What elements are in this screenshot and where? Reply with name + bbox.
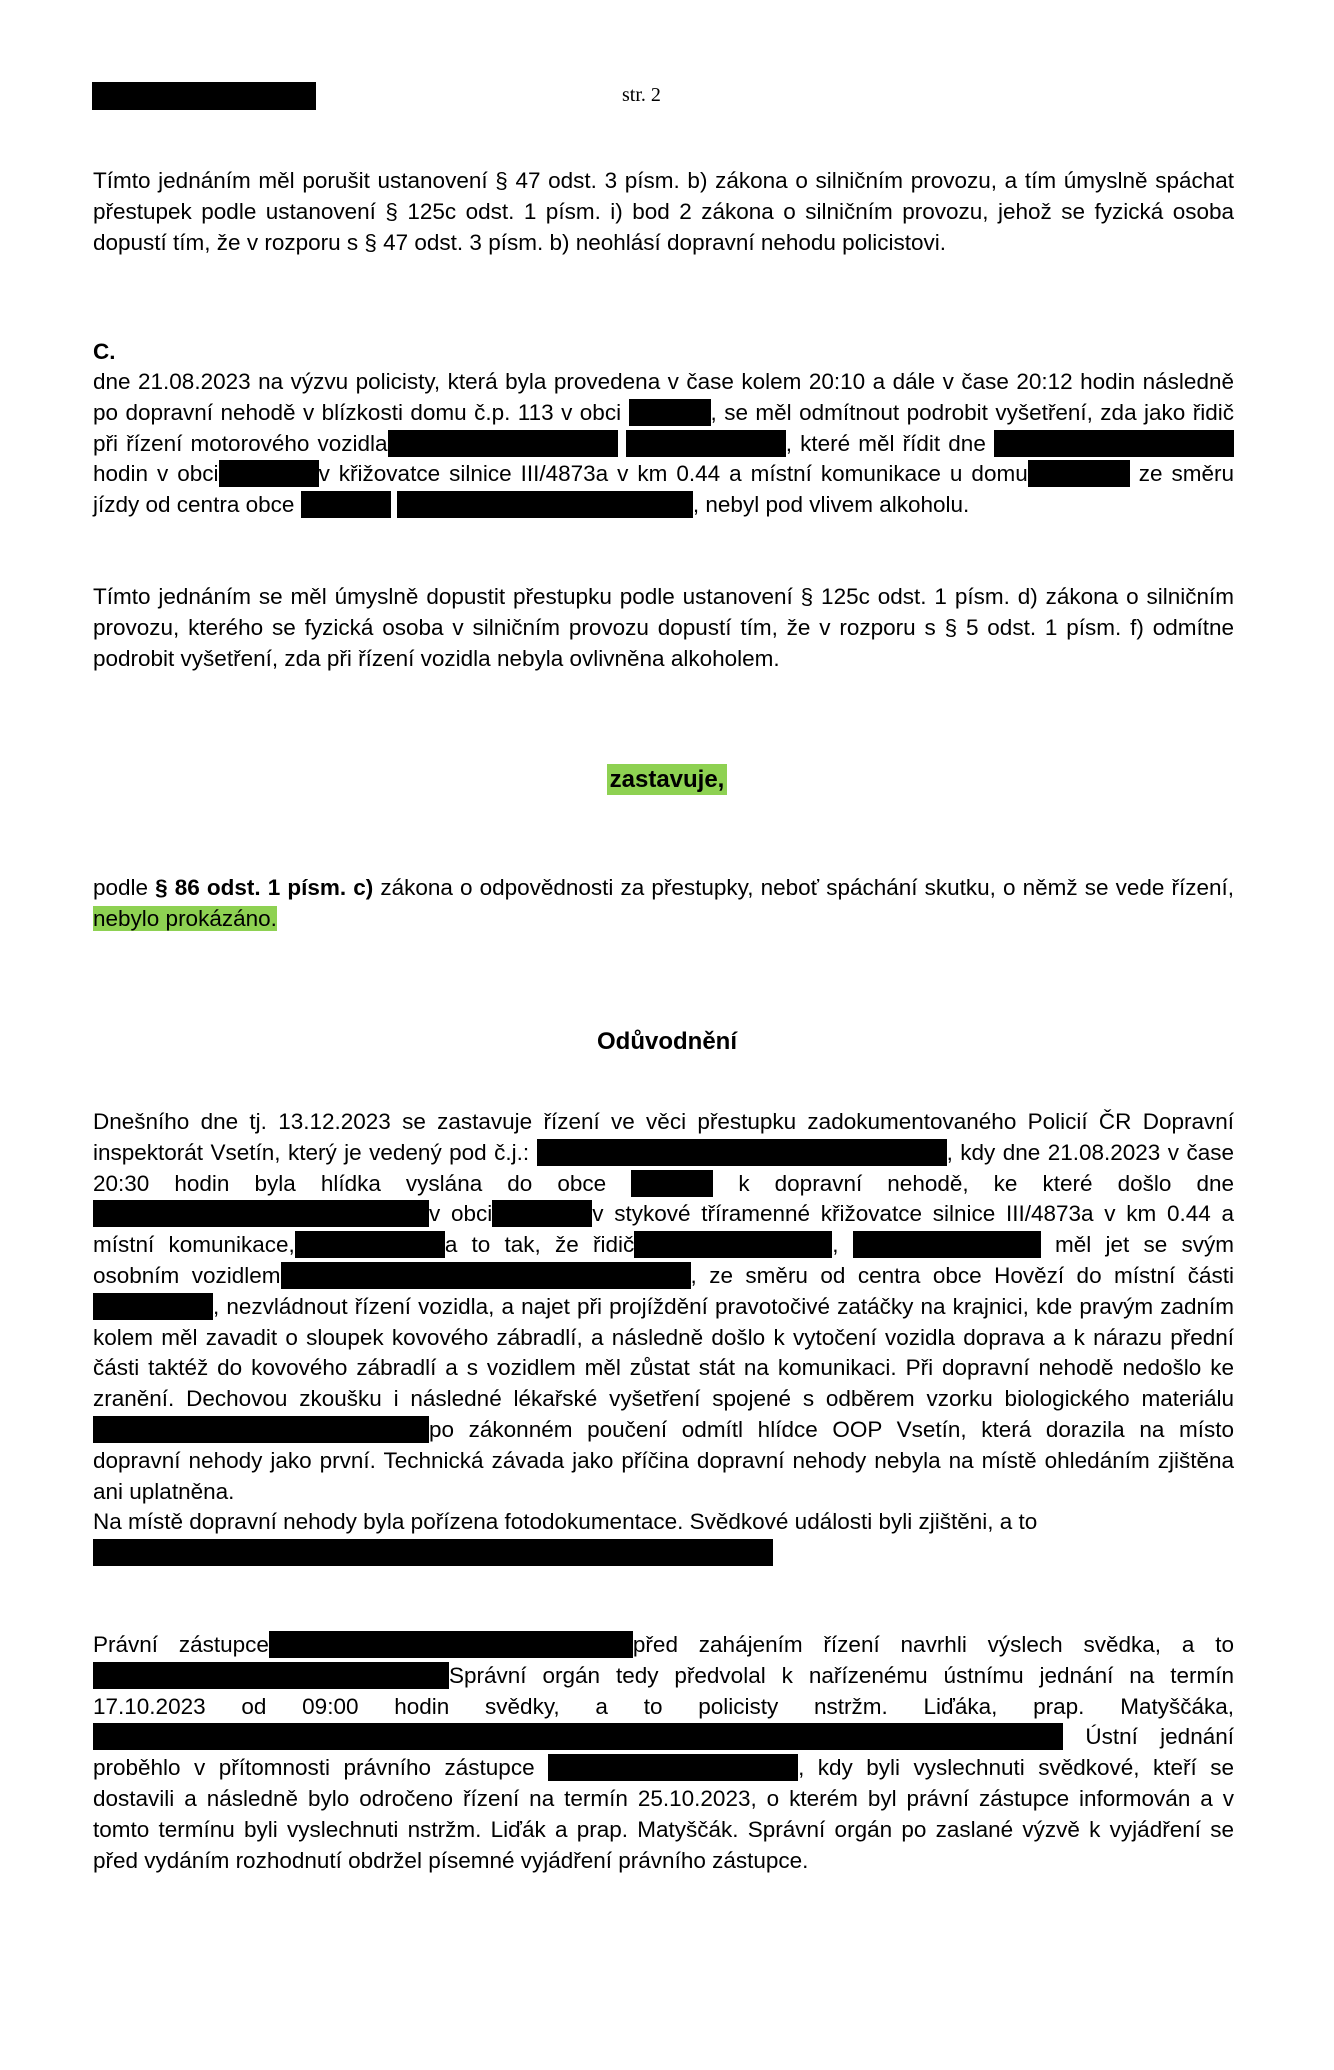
text-segment: ze směru jízdy od centra obce (93, 461, 1234, 518)
text-segment: Dnešního dne tj. 13.12.2023 se zastavuje řízení ve věci přestupku zadokumentovaného Policií ČR Dopravní inspektorát Vsetín, který je vedený pod č.j.: (93, 1109, 1234, 1165)
redaction (994, 430, 1234, 457)
text-segment: měl jet se svým osobním vozidlem (93, 1232, 1234, 1288)
decision-verb-text: zastavuje, (607, 764, 728, 795)
redaction (388, 430, 618, 457)
redaction (631, 1170, 713, 1197)
redaction (93, 1723, 1063, 1750)
text-segment: hodin v obci (93, 461, 219, 487)
text-segment: , (832, 1232, 839, 1258)
text-segment: v stykové tříramenné křižovatce silnice III/4873a v km 0.44 a místní komunikace, (93, 1201, 1234, 1258)
paragraph-offence: Tímto jednáním se měl úmyslně dopustit přestupku podle ustanovení § 125c odst. 1 písm. d) zákona o silničním provozu, kterého se fyzická osoba v silničním provozu dopustí tím, že v rozporu s § 5 odst. 1 písm. f) odmítne podrobit vyšetření, zda při řízení vozidla nebyla ovlivněna alkoholem. (93, 584, 1234, 671)
text-segment: v obci (429, 1201, 493, 1227)
section-c-label: C. (93, 339, 116, 364)
redaction (93, 1200, 429, 1227)
reasoning-heading: Odůvodnění (597, 1028, 737, 1055)
text-segment: Právní zástupce (93, 1632, 269, 1657)
text-segment: před zahájením řízení navrhli výslech svědka, a to (632, 1632, 1234, 1657)
text-segment: a to tak, že řidič (444, 1232, 635, 1258)
redaction (295, 1231, 445, 1258)
text-segment: k dopravní nehodě, ke které došlo dne (738, 1170, 1234, 1196)
redaction (301, 491, 391, 518)
redaction (269, 1631, 633, 1658)
text-segment: , kdy dne 21.08.2023 v čase 20:30 hodin byla hlídka vyslána do obce (93, 1139, 1234, 1196)
redaction (492, 1200, 592, 1227)
text-segment: Na místě dopravní nehody byla pořízena fotodokumentace. Svědkové události byli zjištěni, a to (93, 1509, 1038, 1535)
text-segment: , nebyl pod vlivem alkoholu. (692, 492, 970, 518)
redaction (626, 430, 786, 457)
text-segment: Ústní jednání proběhlo v přítomnosti právního zástupce (93, 1724, 1234, 1781)
text-segment: podle (93, 875, 156, 900)
text-segment: , ze směru od centra obce Hovězí do místní části (690, 1262, 1234, 1288)
decision-paragraph (93, 873, 1234, 935)
header-redaction (92, 82, 316, 110)
text-segment: , kdy byli vyslechnuti svědkové, kteří se dostavili a následně bylo odročeno řízení na termín 25.10.2023, o kterém byl právní zástupce informován a v tomto termínu byli vyslechnuti nstržm. Liďák a prap. Matyščák. Správní orgán po zaslané výzvě k vyjádření se před vydáním rozhodnutí obdržel písemné vyjádření právního zástupce. (93, 1755, 1234, 1873)
text-segment: , se měl odmítnout podrobit vyšetření, zda jako řidič při řízení motorového vozidla (93, 399, 1234, 456)
text-segment: , které měl řídit dne (785, 430, 986, 456)
redaction (93, 1293, 213, 1320)
redaction (219, 460, 319, 487)
text-segment: dne 21.08.2023 na výzvu policisty, která byla provedena v čase kolem 20:10 a dále v čase 20:12 hodin následně po dopravní nehodě v blízkosti domu č.p. 113 v obci (93, 369, 1234, 425)
redaction (397, 491, 693, 518)
page-number: str. 2 (622, 84, 661, 106)
legal-reference: § 86 odst. 1 písm. c) (155, 875, 374, 900)
redaction (548, 1754, 798, 1781)
section-c-paragraph (93, 367, 1234, 521)
text-segment: Správní orgán tedy předvolal k nařízenému ústnímu jednání na termín 17.10.2023 od 09:00 hodin svědky, a to policisty nstržm. Liďáka, prap. Matyščáka, (93, 1662, 1234, 1719)
redaction (1028, 460, 1130, 487)
redaction (853, 1231, 1041, 1258)
text-segment: zákona o odpovědnosti za přestupky, neboť spáchání skutku, o němž se vede řízení, (373, 875, 1234, 900)
text-segment: v křižovatce silnice III/4873a v km 0.44 a místní komunikace u domu (318, 461, 1028, 487)
text-segment: , nezvládnout řízení vozidla, a najet při projíždění pravotočivé zatáčky na krajnici, kde pravým zadním kolem měl zavadit o sloupek kovového zábradlí, a následně došlo k vytočení vozidla doprava a k nárazu přední části taktéž do kovového zábradlí a s vozidlem měl zůstat stát na komunikaci. Při dopravní nehodě nedošlo ke zranění. Dechovou zkoušku i následné lékařské vyšetření spojené s odběrem vzorku biologického materiálu (93, 1293, 1234, 1412)
redaction (281, 1262, 691, 1289)
redaction (93, 1662, 449, 1689)
text-segment: po zákonném poučení odmítl hlídce OOP Vsetín, která dorazila na místo dopravní nehody jako první. Technická závada jako příčina dopravní nehody nebyla na místě ohledáním zjištěna ani uplatněna. (93, 1416, 1234, 1504)
redaction (537, 1139, 947, 1166)
decision-verb (0, 766, 1334, 794)
highlighted-result: nebylo prokázáno. (93, 905, 277, 931)
redaction (634, 1231, 832, 1258)
paragraph-violation: Tímto jednáním měl porušit ustanovení § 47 odst. 3 písm. b) zákona o silničním provozu, a tím úmyslně spáchat přestupek podle ustanovení § 125c odst. 1 písm. i) bod 2 zákona o silničním provozu, jehož se fyzická osoba dopustí tím, že v rozporu s § 47 odst. 3 písm. b) neohlásí dopravní nehodu policistovi. (93, 168, 1234, 255)
redaction (93, 1416, 429, 1443)
redaction (93, 1539, 773, 1566)
redaction (629, 399, 711, 426)
reasoning-paragraph-2 (93, 1630, 1234, 1876)
reasoning-paragraph-1 (93, 1107, 1234, 1569)
